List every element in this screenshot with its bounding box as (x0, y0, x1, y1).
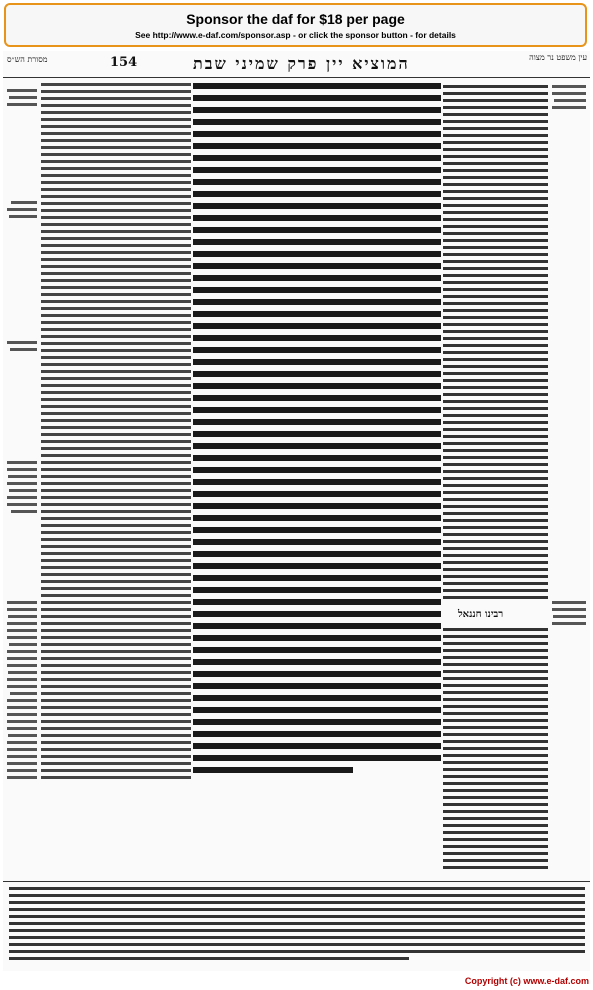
page-header (3, 51, 590, 79)
lower-rule (3, 881, 590, 882)
left-margin-text-lines (5, 81, 39, 881)
ein-mishpat-label: עין משפט נר מצוה (529, 53, 587, 62)
gemara-text-lines (193, 81, 441, 781)
page-number: 154 (110, 55, 138, 70)
header-rule (3, 77, 590, 78)
right-margin-notes (550, 81, 588, 881)
rabbeinu-chananel-text (443, 626, 548, 881)
sponsor-banner[interactable] (4, 3, 587, 47)
left-commentary-text-lines (41, 81, 191, 881)
right-margin-text-lines (550, 81, 588, 881)
left-margin-glosses (5, 81, 39, 881)
sponsor-subtitle[interactable]: See http://www.e-daf.com/sponsor.asp - or click the sponsor button - for details (135, 30, 456, 40)
chapter-title: המוציא יין פרק שמיני שבת (193, 54, 410, 73)
lower-commentary (9, 885, 585, 965)
masoret-label: מסורת הש״ס (7, 55, 48, 64)
gemara-text (193, 81, 441, 781)
talmud-page (3, 51, 590, 971)
sponsor-title[interactable]: Sponsor the daf for $18 per page (186, 11, 405, 27)
left-commentary (41, 81, 191, 881)
right-commentary (443, 81, 548, 611)
right-commentary-text-lines (443, 81, 548, 611)
rabbeinu-chananel-text-lines (443, 626, 548, 881)
copyright-notice: Copyright (c) www.e-daf.com (464, 976, 589, 986)
lower-commentary-text-lines (9, 885, 585, 965)
rabbeinu-chananel-title: רבינו חננאל (458, 609, 504, 620)
